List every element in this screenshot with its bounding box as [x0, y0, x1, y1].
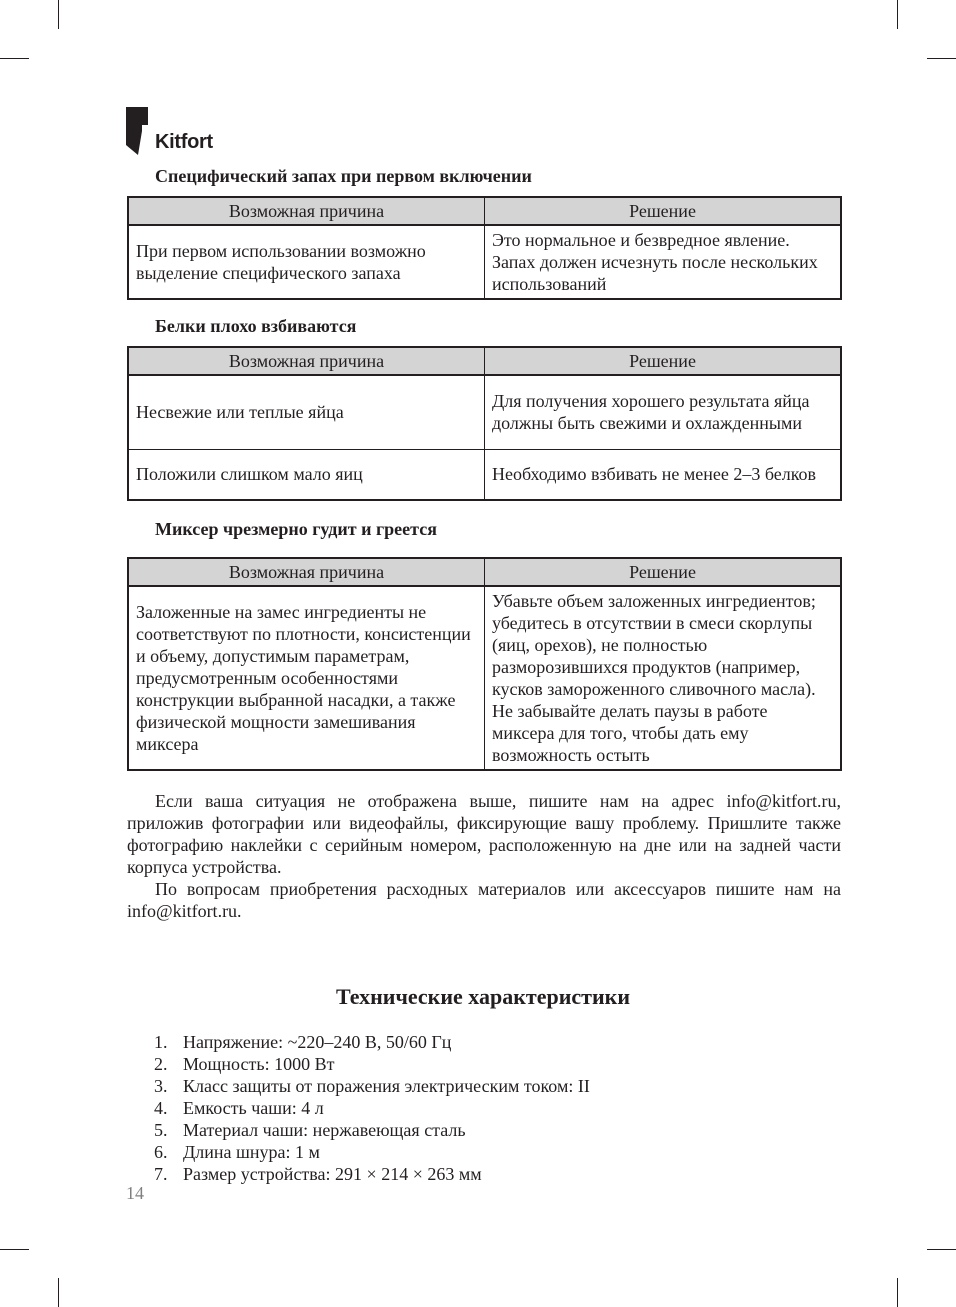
spec-item: [154, 1075, 590, 1097]
spec-number: 4.: [154, 1098, 168, 1118]
page-number: 14: [126, 1183, 144, 1203]
spec-item: [154, 1141, 590, 1163]
spec-number: 7.: [154, 1164, 168, 1184]
troubleshooting-table: [127, 196, 842, 300]
spec-item: [154, 1053, 590, 1075]
contact-text: [127, 790, 841, 922]
spec-number: 2.: [154, 1054, 168, 1074]
section-title: Белки плохо взбиваются: [155, 316, 357, 336]
solution-cell: Необходимо взбивать не менее 2–3 белков: [485, 449, 842, 500]
crop-mark-bottom-right-v: [897, 1278, 898, 1307]
spec-text: Материал чаши: нержавеющая сталь: [183, 1120, 466, 1140]
header-cause: Возможная причина: [128, 197, 485, 225]
spec-item: [154, 1163, 590, 1185]
crop-mark-top-right-v: [897, 0, 898, 29]
header-solution: Решение: [485, 197, 842, 225]
table-row: [128, 375, 841, 449]
crop-mark-bottom-left-v: [58, 1278, 59, 1307]
solution-cell: Для получения хорошего результата яйца должны быть свежими и охлажденными: [485, 375, 842, 449]
section-title: Специфический запах при первом включении: [155, 166, 532, 186]
header-solution: Решение: [485, 347, 842, 375]
table-header-row: [128, 197, 841, 225]
spec-text: Напряжение: ~220–240 В, 50/60 Гц: [183, 1032, 452, 1052]
spec-text: Длина шнура: 1 м: [183, 1142, 320, 1162]
table-row: [128, 225, 841, 299]
table-header-row: [128, 347, 841, 375]
header-cause: Возможная причина: [128, 347, 485, 375]
specs-list: [154, 1031, 590, 1185]
spec-number: 5.: [154, 1120, 168, 1140]
crop-mark-bottom-right-h: [927, 1249, 956, 1250]
spec-item: [154, 1031, 590, 1053]
crop-mark-top-right-h: [927, 58, 956, 59]
brand-name: Kitfort: [155, 131, 213, 153]
contact-paragraph: Если ваша ситуация не отображена выше, пишите нам на адрес info@kitfort.ru, приложив фотографии или видеофайлы, фиксирующие вашу проблему. Пришлите также фотографию наклейки с серийным номером, расположенную на дне или на задней части корпуса устройства.: [127, 791, 841, 877]
spec-number: 3.: [154, 1076, 168, 1096]
troubleshooting-table: [127, 557, 842, 771]
spec-text: Мощность: 1000 Вт: [183, 1054, 335, 1074]
cause-cell: Несвежие или теплые яйца: [128, 375, 485, 449]
specs-heading: Технические характеристики: [335, 984, 631, 1009]
accessories-paragraph: По вопросам приобретения расходных материалов или аксессуаров пишите нам на info@kitfort.ru.: [127, 879, 841, 921]
table-row: [128, 586, 841, 770]
crop-mark-top-left-h: [0, 58, 29, 59]
cause-cell: Заложенные на замес ингредиенты не соответствуют по плотности, консистенции и объему, допустимым параметрам, предусмотренным особенностями конструкции выбранной насадки, а также физической мощности замешивания миксера: [128, 586, 485, 770]
spec-text: Размер устройства: 291 × 214 × 263 мм: [183, 1164, 482, 1184]
spec-item: [154, 1097, 590, 1119]
crop-mark-bottom-left-h: [0, 1249, 29, 1250]
spec-number: 6.: [154, 1142, 168, 1162]
spec-text: Класс защиты от поражения электрическим током: II: [183, 1076, 590, 1096]
spec-text: Емкость чаши: 4 л: [183, 1098, 324, 1118]
spec-item: [154, 1119, 590, 1141]
header-cause: Возможная причина: [128, 558, 485, 586]
solution-cell: Это нормальное и безвредное явление. Запах должен исчезнуть после нескольких использований: [485, 225, 842, 299]
solution-cell: Убавьте объем заложенных ингредиентов; убедитесь в отсутствии в смеси скорлупы (яиц, орехов), не полностью разморозившихся продуктов (например, кусков замороженного сливочного масла). Не забывайте делать паузы в работе миксера для того, чтобы дать ему возможность остыть: [485, 586, 842, 770]
cause-cell: Положили слишком мало яиц: [128, 449, 485, 500]
crop-mark-top-left-v: [58, 0, 59, 29]
table-row: [128, 449, 841, 500]
section-title: Миксер чрезмерно гудит и греется: [155, 519, 437, 539]
spec-number: 1.: [154, 1032, 168, 1052]
cause-cell: При первом использовании возможно выделение специфического запаха: [128, 225, 485, 299]
troubleshooting-table: [127, 346, 842, 501]
header-solution: Решение: [485, 558, 842, 586]
table-header-row: [128, 558, 841, 586]
